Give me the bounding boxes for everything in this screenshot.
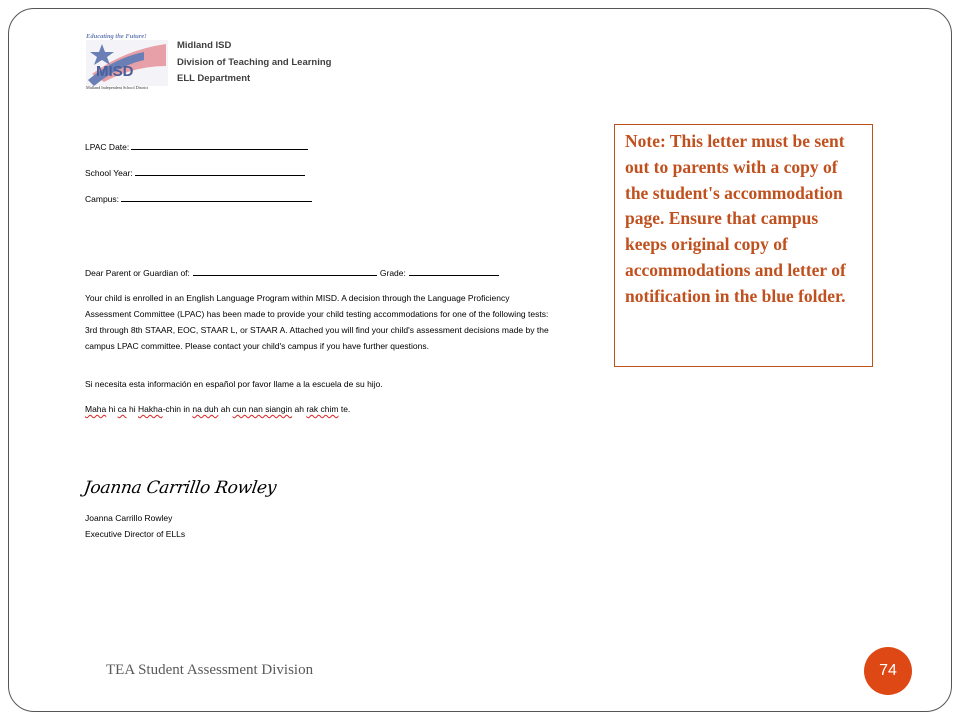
campus-blank [121,193,312,202]
lpac-date-blank [131,141,308,150]
lpac-date-label: LPAC Date: [85,142,130,152]
logo-tagline: Educating the Future! [86,33,147,40]
hakha-chin-notice [85,404,350,414]
school-year-field [85,167,305,178]
footer-text: TEA Student Assessment Division [106,662,314,678]
hakha-word: hi [129,404,136,414]
hakha-word: ca [117,404,127,414]
misd-logo-graphic [84,30,170,90]
hakha-word: cun nan siangin [232,404,293,414]
grade-blank [409,267,499,276]
department-header [177,38,331,88]
hakha-word: ah [294,404,304,414]
hakha-word: Hakha [138,404,163,414]
school-year-blank [135,167,305,176]
misd-logo [84,30,170,90]
hakha-word: ah [220,404,231,414]
header-line-district: Midland ISD [177,40,232,51]
letter-body: Your child is enrolled in an English Language Program within MISD. A decision through the Language Proficiency Assessment Committee (LPAC) has been made to provide your child testing accommodations for one of the following tests: 3rd through 8th STAAR, EOC, STAAR L, or STAAR A. Attached you will find your child's assessment decisions made by the campus LPAC committee. Please contact your child's campus if you have further questions. [85,293,549,351]
header-line-department: ELL Department [177,73,251,84]
campus-label: Campus: [85,194,120,204]
campus-field [85,193,312,204]
hakha-word: te. [340,404,351,414]
grade-label: Grade: [379,268,406,278]
handwritten-signature: Joanna Carrillo Rowley [82,478,278,498]
signer-block [85,510,185,542]
student-name-blank [193,267,377,276]
spanish-notice: Si necesita esta información en español por favor llame a la escuela de su hijo. [85,379,383,389]
header-line-division: Division of Teaching and Learning [177,56,332,68]
hakha-word: hi [108,404,116,414]
hakha-word: -chin in [162,404,190,414]
hakha-word: Maha [85,404,107,414]
signer-name: Joanna Carrillo Rowley [85,513,173,523]
signer-title: Executive Director of ELLs [85,529,186,539]
lpac-date-field [85,141,308,152]
logo-district-name: Midland Independent School District [86,85,149,90]
hakha-word: na duh [192,404,219,414]
dear-line [85,267,502,278]
hakha-word: rak chim [306,404,339,414]
note-callout: Note: This letter must be sent out to parents with a copy of the student's accommodation page. Ensure that campus keeps original copy of accommodations and letter of notification in the blue folder. [614,124,873,367]
school-year-label: School Year: [85,168,133,178]
logo-initials: MISD [96,63,134,80]
dear-label: Dear Parent or Guardian of: [85,268,190,278]
page-number-badge: 74 [864,647,912,695]
